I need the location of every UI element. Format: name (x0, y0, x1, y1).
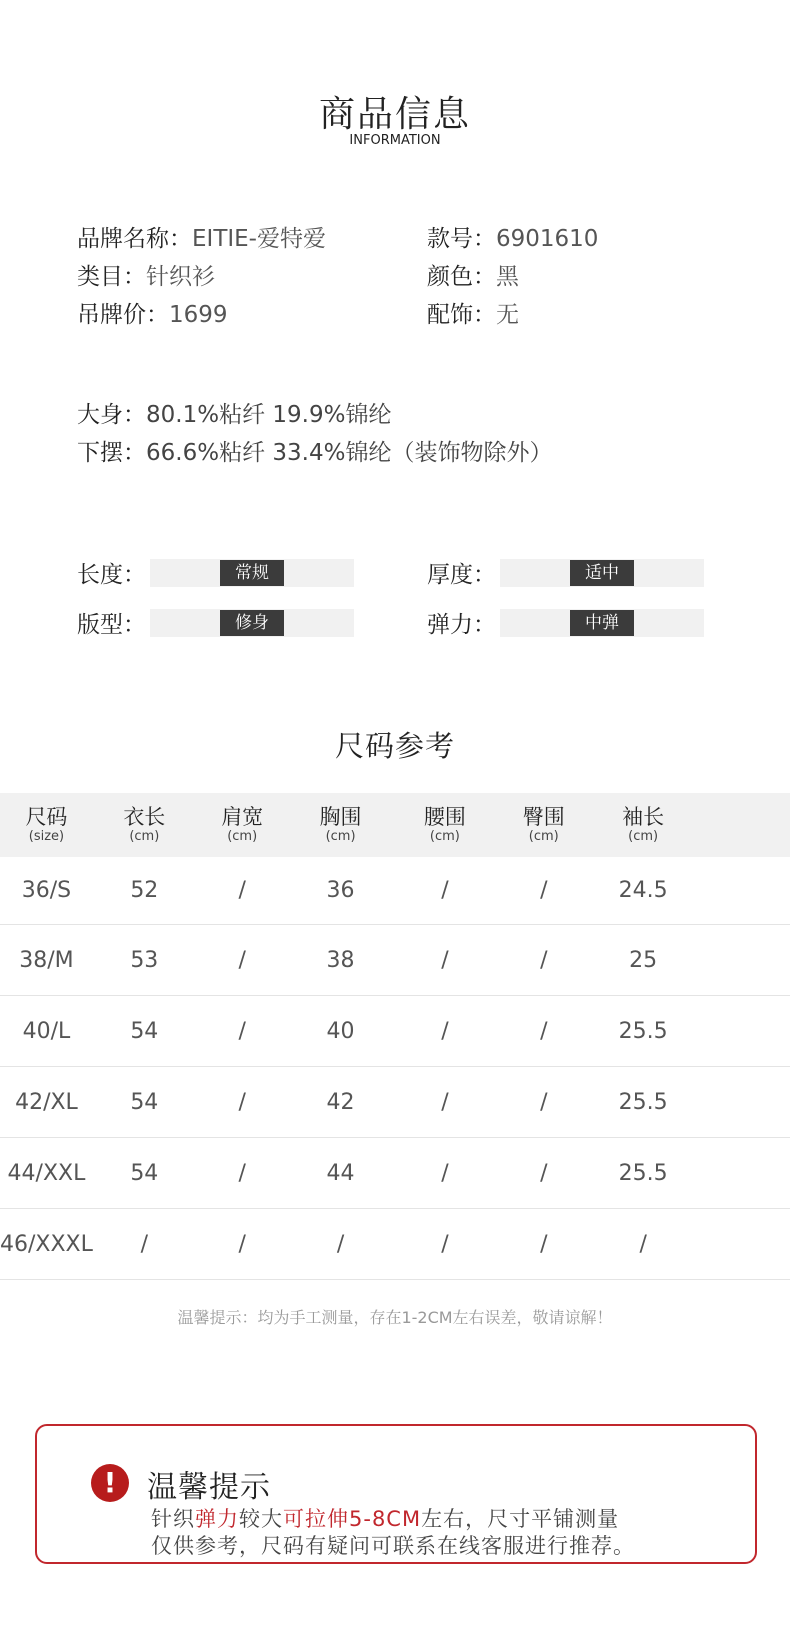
size-row-spacer (696, 925, 790, 996)
size-value-cell: 54 (93, 1067, 196, 1138)
size-table-row (0, 1209, 790, 1280)
size-value-cell: / (289, 1209, 393, 1280)
size-row-spacer (696, 1138, 790, 1209)
size-header-cell (590, 793, 696, 857)
size-chart-title-cn: 尺码参考 (334, 729, 455, 763)
size-chart-title (0, 724, 790, 765)
product-info-title-en: INFORMATION (349, 133, 441, 148)
attribute-thickness (427, 556, 704, 589)
header-unit: (cm) (325, 829, 356, 844)
size-value-cell: / (196, 925, 289, 996)
size-label-cell: 42/XL (0, 1067, 93, 1138)
info-style-no (427, 220, 598, 253)
size-value-cell: / (196, 1138, 289, 1209)
composition-label: 大身： (77, 402, 146, 428)
size-table-body (0, 857, 790, 1280)
header-label: 袖长 (622, 805, 665, 829)
size-value-cell: 53 (93, 925, 196, 996)
attribute-length (77, 556, 354, 589)
attribute-scale-bar (500, 559, 704, 587)
attribute-label: 版型： (77, 612, 146, 638)
size-header-cell (289, 793, 393, 857)
size-header-spacer (696, 793, 790, 857)
header-unit: (cm) (528, 829, 559, 844)
size-value-cell: 38 (289, 925, 393, 996)
attribute-tag: 适中 (570, 560, 634, 586)
size-row-spacer (696, 1209, 790, 1280)
header-unit: (cm) (628, 829, 659, 844)
size-table-row (0, 1067, 790, 1138)
header-label: 尺码 (25, 805, 68, 829)
exclamation-icon: ! (91, 1464, 129, 1502)
size-value-cell: 24.5 (590, 857, 696, 925)
warm-tip-box (35, 1424, 757, 1564)
size-label-cell: 38/M (0, 925, 93, 996)
composition-value: 66.6%粘纤 33.4%锦纶（装饰物除外） (146, 440, 553, 466)
size-value-cell: / (392, 857, 497, 925)
size-table-header (0, 793, 790, 857)
attribute-label: 弹力： (427, 612, 496, 638)
size-value-cell: 52 (93, 857, 196, 925)
attribute-tag: 中弹 (570, 610, 634, 636)
size-value-cell: / (196, 1067, 289, 1138)
product-info-title-cn: 商品信息 (318, 94, 471, 135)
info-label: 类目： (77, 264, 146, 290)
tip-text-segment: 针织 (151, 1507, 195, 1531)
size-header-cell (196, 793, 289, 857)
header-unit: (cm) (227, 829, 258, 844)
composition-body (77, 396, 552, 434)
size-value-cell: / (497, 1138, 590, 1209)
warm-tip-line-2: 仅供参考，尺码有疑问可联系在线客服进行推荐。 (151, 1534, 635, 1558)
info-category (77, 258, 215, 291)
warm-tip-line-1 (151, 1506, 635, 1533)
measurement-note: 温馨提示：均为手工测量，存在1-2CM左右误差，敬请谅解！ (177, 1308, 613, 1327)
size-value-cell: / (497, 1209, 590, 1280)
size-row-spacer (696, 857, 790, 925)
size-value-cell: 40 (289, 996, 393, 1067)
size-value-cell: / (196, 1209, 289, 1280)
size-table (0, 793, 790, 1280)
size-value-cell: 25 (590, 925, 696, 996)
header-label: 臀围 (522, 805, 565, 829)
size-value-cell: 36 (289, 857, 393, 925)
size-value-cell: / (392, 1067, 497, 1138)
info-label: 配饰： (427, 302, 496, 328)
size-value-cell: / (392, 1138, 497, 1209)
size-value-cell: / (590, 1209, 696, 1280)
size-value-cell: / (497, 1067, 590, 1138)
size-value-cell: 54 (93, 996, 196, 1067)
size-label-cell: 46/XXXL (0, 1209, 93, 1280)
header-label: 腰围 (423, 805, 466, 829)
info-brand (77, 220, 326, 253)
header-label: 胸围 (319, 805, 362, 829)
attribute-scale-bar (150, 559, 354, 587)
info-accessories (427, 296, 519, 329)
info-label: 颜色： (427, 264, 496, 290)
tip-text-segment: 较大 (239, 1507, 283, 1531)
attribute-tag: 修身 (220, 610, 284, 636)
product-info-title (0, 86, 790, 148)
size-header-cell (0, 793, 93, 857)
header-unit: (cm) (429, 829, 460, 844)
info-row (77, 220, 757, 258)
composition-hem (77, 434, 552, 472)
warm-tip-title: 温馨提示 (147, 1470, 271, 1505)
header-unit: (size) (28, 829, 65, 844)
size-value-cell: / (196, 857, 289, 925)
info-value: 1699 (169, 302, 228, 328)
size-table-row (0, 1138, 790, 1209)
attribute-grid (77, 556, 737, 656)
composition-label: 下摆： (77, 440, 146, 466)
size-value-cell: 42 (289, 1067, 393, 1138)
tip-highlight-elasticity: 弹力 (195, 1507, 239, 1531)
attribute-scale-bar (150, 609, 354, 637)
header-label: 衣长 (123, 805, 166, 829)
info-value: 针织衫 (146, 264, 215, 290)
fabric-composition (77, 396, 552, 472)
size-table-row (0, 857, 790, 925)
warm-tip-text (151, 1506, 635, 1560)
size-row-spacer (696, 996, 790, 1067)
info-label: 款号： (427, 226, 496, 252)
info-value: 黑 (496, 264, 519, 290)
product-info-grid (77, 220, 757, 334)
size-value-cell: / (497, 996, 590, 1067)
size-value-cell: / (392, 996, 497, 1067)
info-price (77, 296, 228, 329)
size-row-spacer (696, 1067, 790, 1138)
attribute-fit (77, 606, 354, 639)
size-table-row (0, 925, 790, 996)
attribute-scale-bar (500, 609, 704, 637)
attribute-label: 厚度： (427, 562, 496, 588)
size-value-cell: 44 (289, 1138, 393, 1209)
tip-text-segment: 左右，尺寸平铺测量 (421, 1507, 620, 1531)
info-value: EITIE-爱特爱 (192, 226, 326, 252)
size-value-cell: 54 (93, 1138, 196, 1209)
size-value-cell: / (392, 1209, 497, 1280)
size-value-cell: 25.5 (590, 996, 696, 1067)
size-header-cell (93, 793, 196, 857)
size-label-cell: 40/L (0, 996, 93, 1067)
composition-value: 80.1%粘纤 19.9%锦纶 (146, 402, 392, 428)
info-row (77, 258, 757, 296)
size-value-cell: 25.5 (590, 1138, 696, 1209)
info-row (77, 296, 757, 334)
size-value-cell: / (497, 857, 590, 925)
tip-highlight-stretch: 可拉伸5-8CM (283, 1507, 422, 1531)
header-unit: (cm) (129, 829, 160, 844)
attribute-elasticity (427, 606, 704, 639)
size-value-cell: / (497, 925, 590, 996)
attribute-row (77, 606, 737, 656)
info-value: 6901610 (496, 226, 599, 252)
attribute-row (77, 556, 737, 606)
info-color (427, 258, 519, 291)
size-label-cell: 36/S (0, 857, 93, 925)
size-header-cell (392, 793, 497, 857)
info-label: 品牌名称： (77, 226, 192, 252)
header-label: 肩宽 (221, 805, 264, 829)
size-table-row (0, 996, 790, 1067)
size-value-cell: / (392, 925, 497, 996)
info-label: 吊牌价： (77, 302, 169, 328)
size-label-cell: 44/XXL (0, 1138, 93, 1209)
size-header-cell (497, 793, 590, 857)
size-value-cell: / (196, 996, 289, 1067)
attribute-tag: 常规 (220, 560, 284, 586)
size-value-cell: / (93, 1209, 196, 1280)
info-value: 无 (496, 302, 519, 328)
attribute-label: 长度： (77, 562, 146, 588)
size-value-cell: 25.5 (590, 1067, 696, 1138)
